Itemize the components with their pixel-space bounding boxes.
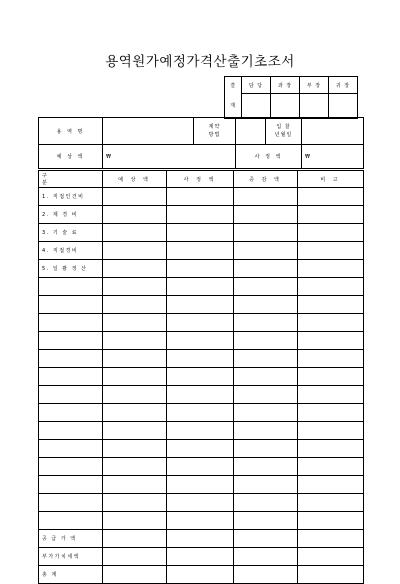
row-label: 4. 직접경비 <box>39 242 103 260</box>
row-label <box>39 458 103 476</box>
row-label: 5. 일 괄 정 산 <box>39 260 103 278</box>
row-label <box>39 494 103 512</box>
approval-col-1: 담 당 <box>242 77 271 94</box>
table-row <box>39 278 364 296</box>
remarks-cell[interactable] <box>298 368 364 386</box>
remarks-cell[interactable] <box>298 350 364 368</box>
table-row <box>39 512 364 530</box>
remarks-cell[interactable] <box>298 260 364 278</box>
adjusted-currency: ₩ <box>305 153 312 160</box>
remarks-cell[interactable] <box>298 548 364 566</box>
estimate-cell[interactable] <box>103 242 167 260</box>
adjusted-cell[interactable] <box>167 350 234 368</box>
table-row <box>39 224 364 242</box>
estimate-cell[interactable] <box>103 512 167 530</box>
header-category: 구 분 <box>39 171 103 188</box>
adjusted-value[interactable] <box>302 145 364 169</box>
row-label: 공 급 가 액 <box>39 530 103 548</box>
change-cell[interactable] <box>234 278 298 296</box>
adjusted-cell[interactable] <box>167 404 234 422</box>
table-row <box>39 314 364 332</box>
adjusted-label: 사 정 액 <box>236 145 302 169</box>
adjusted-cell[interactable] <box>167 386 234 404</box>
change-cell[interactable] <box>234 386 298 404</box>
row-label <box>39 332 103 350</box>
row-label <box>39 350 103 368</box>
estimate-cell[interactable] <box>103 476 167 494</box>
header-change: 증 감 액 <box>234 171 298 188</box>
change-cell[interactable] <box>234 422 298 440</box>
table-row <box>39 458 364 476</box>
service-name-label: 용 역 명 <box>39 118 103 145</box>
estimate-cell[interactable] <box>103 332 167 350</box>
remarks-cell[interactable] <box>298 206 364 224</box>
approval-sign-2[interactable] <box>271 94 300 119</box>
table-row <box>39 404 364 422</box>
approval-label-top: 결 <box>230 82 236 89</box>
adjusted-cell[interactable] <box>167 242 234 260</box>
adjusted-cell[interactable] <box>167 188 234 206</box>
bid-date-label: 입 찰 년월일 <box>266 118 302 145</box>
table-row <box>39 548 364 566</box>
change-cell[interactable] <box>234 188 298 206</box>
remarks-cell[interactable] <box>298 332 364 350</box>
table-row <box>39 242 364 260</box>
change-cell[interactable] <box>234 332 298 350</box>
row-label <box>39 296 103 314</box>
estimate-cell[interactable] <box>103 458 167 476</box>
estimate-cell[interactable] <box>103 386 167 404</box>
remarks-cell[interactable] <box>298 386 364 404</box>
breakdown-table <box>38 170 364 584</box>
estimate-cell[interactable] <box>103 350 167 368</box>
row-label: 총 계 <box>39 566 103 584</box>
remarks-cell[interactable] <box>298 314 364 332</box>
contract-method-label: 계약 방법 <box>194 118 236 145</box>
service-name-value[interactable] <box>103 118 194 145</box>
change-cell[interactable] <box>234 206 298 224</box>
header-remarks: 비 고 <box>298 171 364 188</box>
remarks-cell[interactable] <box>298 458 364 476</box>
estimate-cell[interactable] <box>103 548 167 566</box>
estimate-cell[interactable] <box>103 494 167 512</box>
table-row <box>39 260 364 278</box>
change-cell[interactable] <box>234 224 298 242</box>
header-adjusted: 사 정 액 <box>167 171 234 188</box>
change-cell[interactable] <box>234 368 298 386</box>
estimate-value[interactable] <box>103 145 236 169</box>
remarks-cell[interactable] <box>298 512 364 530</box>
adjusted-cell[interactable] <box>167 530 234 548</box>
header-estimate: 예 상 액 <box>103 171 167 188</box>
remarks-cell[interactable] <box>298 494 364 512</box>
adjusted-cell[interactable] <box>167 422 234 440</box>
adjusted-cell[interactable] <box>167 512 234 530</box>
approval-col-3: 부 장 <box>300 77 329 94</box>
approval-box <box>224 76 358 119</box>
estimate-cell[interactable] <box>103 224 167 242</box>
row-label: 2. 제 경 비 <box>39 206 103 224</box>
approval-label <box>225 77 242 119</box>
change-cell[interactable] <box>234 476 298 494</box>
approval-col-2: 과 장 <box>271 77 300 94</box>
estimate-cell[interactable] <box>103 422 167 440</box>
adjusted-cell[interactable] <box>167 458 234 476</box>
estimate-label: 예 상 액 <box>39 145 103 169</box>
adjusted-cell[interactable] <box>167 368 234 386</box>
change-cell[interactable] <box>234 458 298 476</box>
row-label <box>39 422 103 440</box>
approval-sign-1[interactable] <box>242 94 271 119</box>
change-cell[interactable] <box>234 404 298 422</box>
remarks-cell[interactable] <box>298 440 364 458</box>
row-label <box>39 476 103 494</box>
adjusted-cell[interactable] <box>167 278 234 296</box>
change-cell[interactable] <box>234 296 298 314</box>
estimate-cell[interactable] <box>103 368 167 386</box>
info-table <box>38 117 364 169</box>
adjusted-cell[interactable] <box>167 296 234 314</box>
approval-sign-4[interactable] <box>329 94 358 119</box>
row-label <box>39 368 103 386</box>
estimate-cell[interactable] <box>103 296 167 314</box>
change-cell[interactable] <box>234 548 298 566</box>
estimate-cell[interactable] <box>103 566 167 584</box>
remarks-cell[interactable] <box>298 404 364 422</box>
remarks-cell[interactable] <box>298 224 364 242</box>
row-label <box>39 512 103 530</box>
estimate-cell[interactable] <box>103 278 167 296</box>
table-row <box>39 422 364 440</box>
row-label <box>39 278 103 296</box>
table-row <box>39 188 364 206</box>
estimate-cell[interactable] <box>103 260 167 278</box>
table-row <box>39 296 364 314</box>
adjusted-cell[interactable] <box>167 494 234 512</box>
table-row <box>39 332 364 350</box>
table-row <box>39 440 364 458</box>
estimate-cell[interactable] <box>103 206 167 224</box>
row-label <box>39 386 103 404</box>
remarks-cell[interactable] <box>298 566 364 584</box>
adjusted-cell[interactable] <box>167 476 234 494</box>
remarks-cell[interactable] <box>298 530 364 548</box>
change-cell[interactable] <box>234 512 298 530</box>
table-row <box>39 368 364 386</box>
adjusted-cell[interactable] <box>167 440 234 458</box>
adjusted-cell[interactable] <box>167 206 234 224</box>
approval-col-4: 귀 장 <box>329 77 358 94</box>
remarks-cell[interactable] <box>298 296 364 314</box>
adjusted-cell[interactable] <box>167 332 234 350</box>
adjusted-cell[interactable] <box>167 566 234 584</box>
change-cell[interactable] <box>234 350 298 368</box>
adjusted-cell[interactable] <box>167 224 234 242</box>
table-row <box>39 350 364 368</box>
adjusted-cell[interactable] <box>167 314 234 332</box>
document-title: 용역원가예정가격산출기초조서 <box>105 54 295 70</box>
row-label <box>39 440 103 458</box>
estimate-currency: ₩ <box>106 153 113 160</box>
bid-date-value[interactable] <box>302 118 364 145</box>
change-cell[interactable] <box>234 566 298 584</box>
row-label: 부가가치세액 <box>39 548 103 566</box>
row-label: 1. 직접인건비 <box>39 188 103 206</box>
table-row <box>39 530 364 548</box>
adjusted-cell[interactable] <box>167 548 234 566</box>
table-row <box>39 494 364 512</box>
remarks-cell[interactable] <box>298 278 364 296</box>
change-cell[interactable] <box>234 314 298 332</box>
remarks-cell[interactable] <box>298 476 364 494</box>
change-cell[interactable] <box>234 440 298 458</box>
approval-sign-3[interactable] <box>300 94 329 119</box>
adjusted-cell[interactable] <box>167 260 234 278</box>
change-cell[interactable] <box>234 530 298 548</box>
table-row <box>39 386 364 404</box>
table-row <box>39 206 364 224</box>
change-cell[interactable] <box>234 494 298 512</box>
row-label <box>39 404 103 422</box>
row-label <box>39 314 103 332</box>
estimate-cell[interactable] <box>103 404 167 422</box>
estimate-cell[interactable] <box>103 530 167 548</box>
change-cell[interactable] <box>234 242 298 260</box>
row-label: 3. 기 술 료 <box>39 224 103 242</box>
estimate-cell[interactable] <box>103 314 167 332</box>
change-cell[interactable] <box>234 260 298 278</box>
remarks-cell[interactable] <box>298 242 364 260</box>
remarks-cell[interactable] <box>298 422 364 440</box>
table-row <box>39 476 364 494</box>
estimate-cell[interactable] <box>103 440 167 458</box>
estimate-cell[interactable] <box>103 188 167 206</box>
remarks-cell[interactable] <box>298 188 364 206</box>
table-row <box>39 566 364 584</box>
contract-method-value[interactable] <box>236 118 266 145</box>
table-header-row <box>39 171 364 188</box>
approval-label-bottom: 재 <box>230 102 236 109</box>
